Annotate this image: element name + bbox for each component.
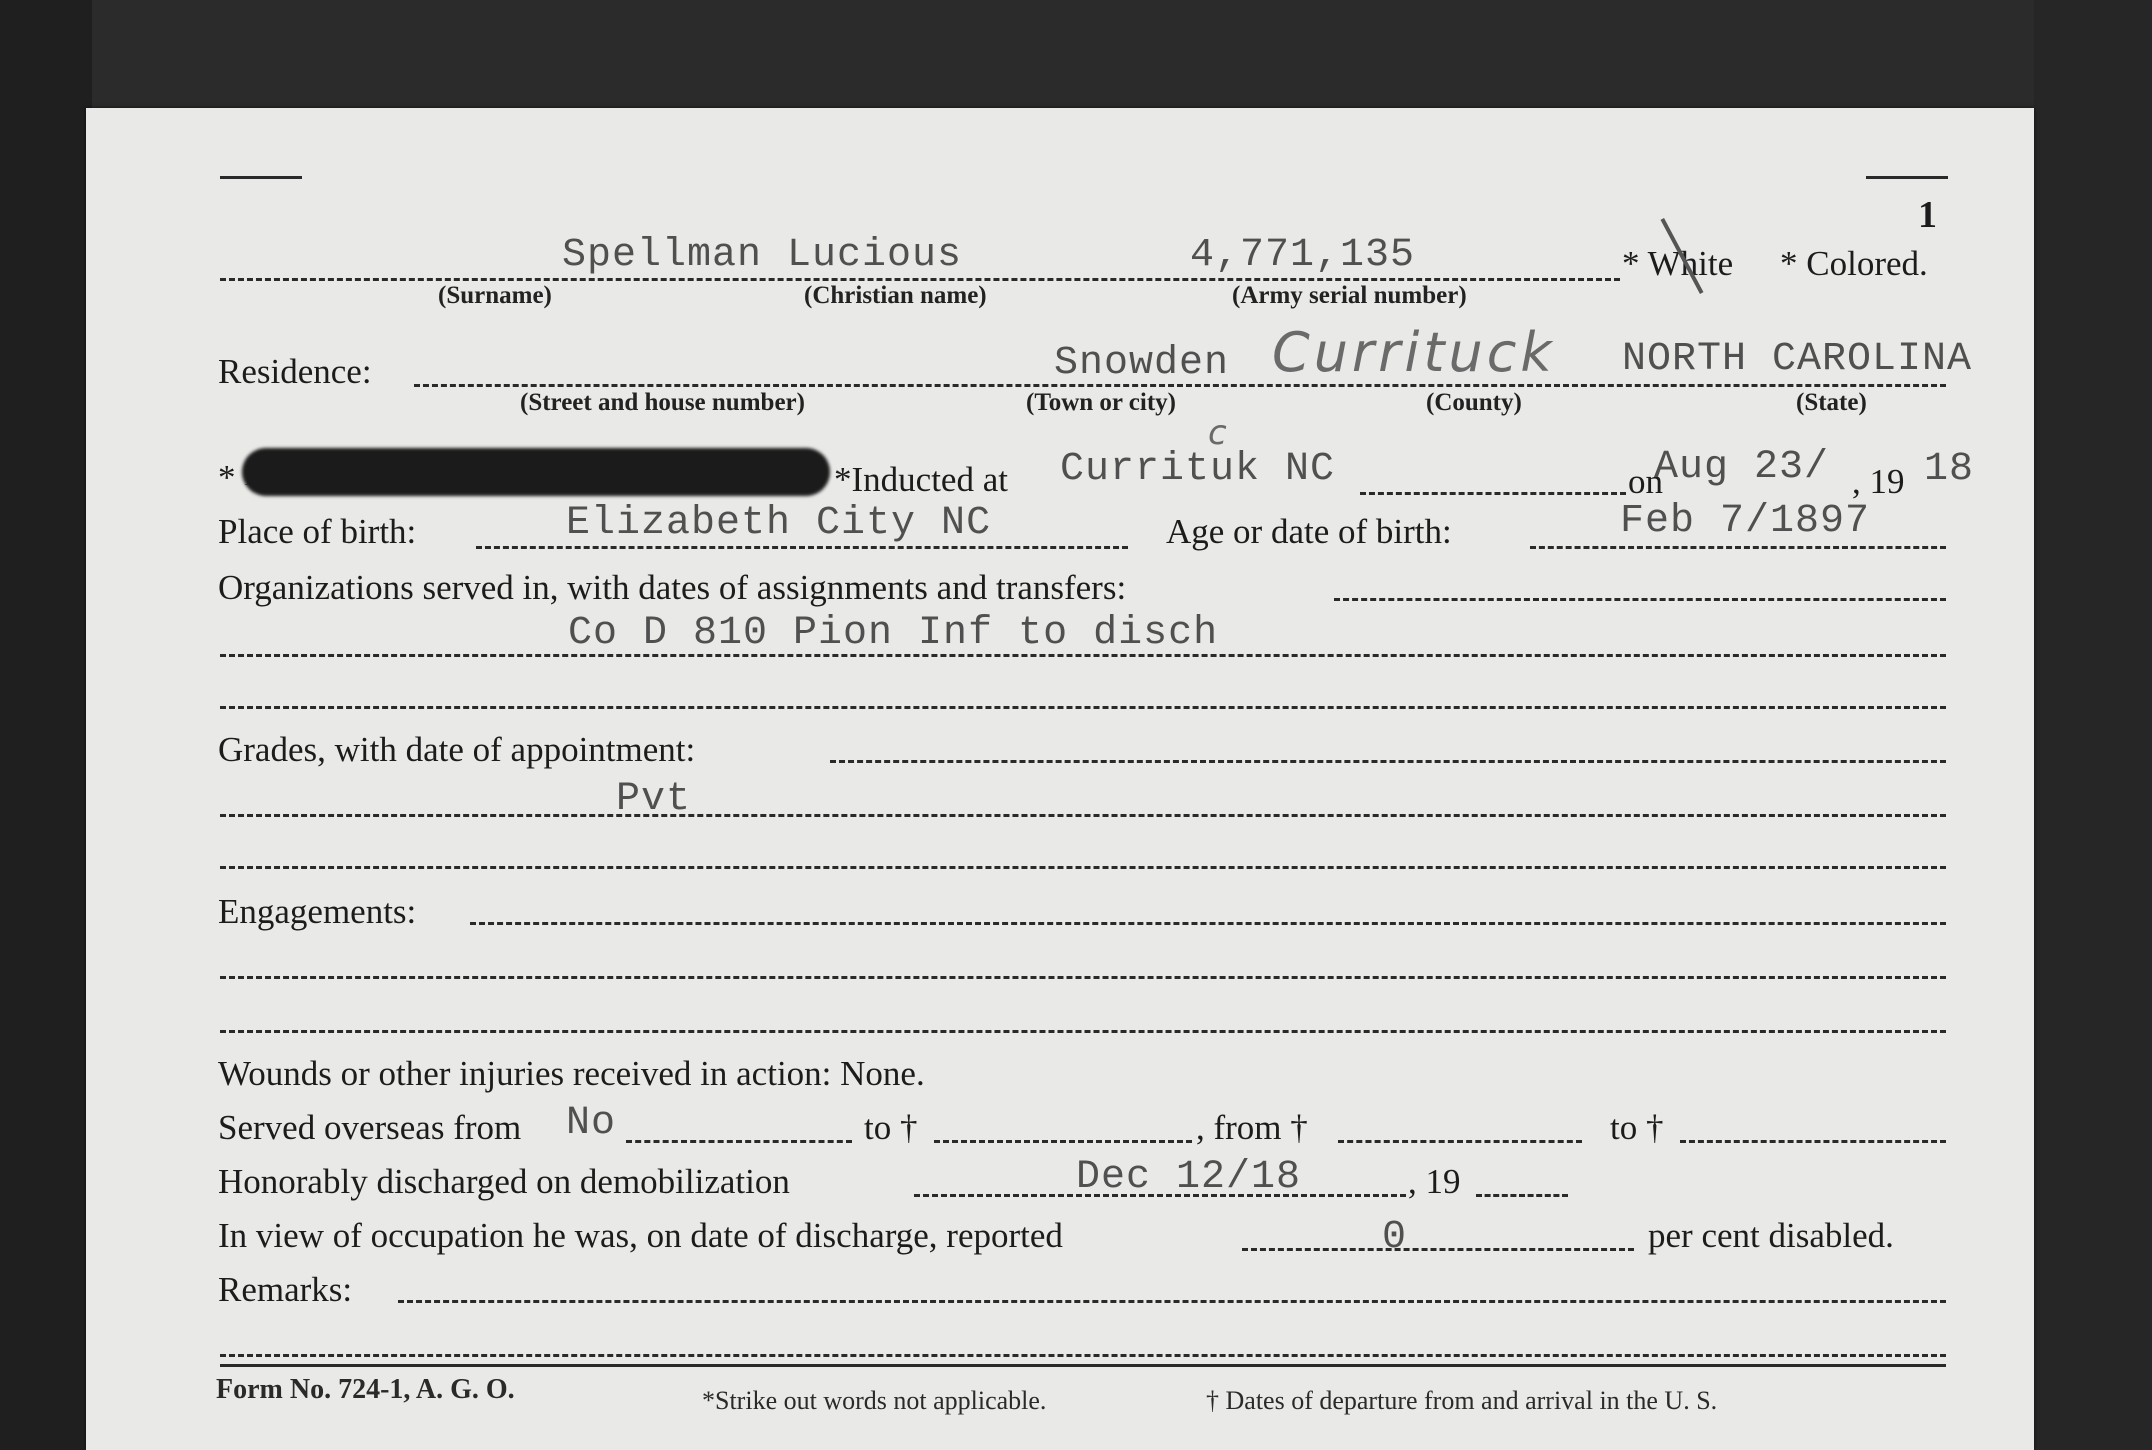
engagements-line-3 — [220, 1030, 1946, 1033]
top-right-rule — [1866, 176, 1948, 179]
place-of-birth-value: Elizabeth City NC — [566, 501, 992, 546]
overseas-line-4 — [1680, 1140, 1946, 1143]
surname-label: (Surname) — [438, 282, 552, 309]
induction-year-prefix: , 19 — [1852, 462, 1905, 501]
organizations-line-3 — [220, 706, 1946, 709]
background-right — [2034, 0, 2152, 1450]
discharge-label: Honorably discharged on demobilization — [218, 1162, 790, 1201]
overseas-line-1 — [626, 1140, 852, 1143]
inducted-at-label: *Inducted at — [834, 460, 1008, 499]
induction-star: * — [218, 458, 236, 497]
grades-line-2 — [220, 814, 1946, 817]
county-value: Currituck — [1272, 321, 1556, 384]
inducted-correction: c — [1208, 413, 1231, 453]
state-label: (State) — [1796, 389, 1867, 416]
remarks-line-2 — [220, 1354, 1946, 1357]
top-left-rule — [220, 176, 302, 179]
footer-note-2: † Dates of departure from and arrival in the U. S. — [1206, 1386, 1718, 1415]
wounds-text: Wounds or other injuries received in action: None. — [218, 1054, 925, 1093]
overseas-from: , from † — [1196, 1108, 1308, 1147]
age-label: Age or date of birth: — [1166, 512, 1452, 551]
name-line — [220, 278, 1620, 281]
grades-value: Pvt — [616, 777, 692, 822]
background-left — [0, 0, 92, 1450]
place-of-birth-label: Place of birth: — [218, 512, 417, 551]
discharge-year-line — [1476, 1194, 1568, 1197]
overseas-label: Served overseas from — [218, 1108, 522, 1147]
age-value: Feb 7/1897 — [1620, 499, 1871, 544]
white-label: * White — [1622, 244, 1734, 283]
state-value: NORTH CAROLINA — [1622, 337, 1973, 382]
overseas-to-2: to † — [1610, 1108, 1664, 1147]
overseas-line-3 — [1338, 1140, 1582, 1143]
disability-suffix: per cent disabled. — [1648, 1216, 1894, 1255]
organizations-line-1 — [1334, 598, 1946, 601]
inducted-line — [1360, 492, 1626, 495]
overseas-value: No — [566, 1101, 617, 1146]
remarks-label: Remarks: — [218, 1270, 353, 1309]
serial-number-label: (Army serial number) — [1232, 282, 1467, 309]
disability-value: 0 — [1382, 1215, 1408, 1260]
county-label: (County) — [1426, 389, 1522, 416]
town-value: Snowden — [1054, 341, 1230, 386]
serial-value: 4,771,135 — [1190, 233, 1416, 278]
surname-value: Spellman Lucious — [562, 233, 963, 278]
discharge-value: Dec 12/18 — [1076, 1155, 1302, 1200]
induction-date-value: Aug 23/ — [1654, 445, 1830, 490]
organizations-label: Organizations served in, with dates of assignments and transfers: — [218, 568, 1127, 607]
street-label: (Street and house number) — [520, 389, 805, 416]
grades-label: Grades, with date of appointment: — [218, 730, 696, 769]
on-label: on — [1628, 462, 1663, 501]
town-label: (Town or city) — [1026, 389, 1176, 416]
form-number: Form No. 724-1, A. G. O. — [216, 1374, 515, 1405]
footer-note-1: *Strike out words not applicable. — [702, 1386, 1047, 1415]
overseas-to-1: to † — [864, 1108, 918, 1147]
footer-rule — [220, 1364, 1946, 1367]
organizations-value: Co D 810 Pion Inf to disch — [568, 611, 1219, 656]
induction-year-value: 18 — [1924, 447, 1975, 492]
struck-out-mark — [242, 448, 830, 496]
age-line — [1530, 546, 1946, 549]
residence-label: Residence: — [218, 352, 372, 391]
place-of-birth-line — [476, 546, 1128, 549]
engagements-line-1 — [470, 922, 1946, 925]
overseas-line-2 — [934, 1140, 1192, 1143]
discharge-year-prefix: , 19 — [1408, 1162, 1461, 1201]
engagements-label: Engagements: — [218, 892, 417, 931]
remarks-line-1 — [398, 1300, 1946, 1303]
disability-label: In view of occupation he was, on date of discharge, reported — [218, 1216, 1063, 1255]
colored-label: * Colored. — [1780, 244, 1928, 283]
disability-line — [1242, 1248, 1634, 1251]
christian-name-label: (Christian name) — [804, 282, 987, 309]
engagements-line-2 — [220, 976, 1946, 979]
card-number: 1 — [1918, 194, 1937, 236]
grades-line-3 — [220, 866, 1946, 869]
organizations-line-2 — [220, 654, 1946, 657]
inducted-at-value: Currituk NC — [1060, 447, 1336, 492]
grades-line-1 — [830, 760, 1946, 763]
